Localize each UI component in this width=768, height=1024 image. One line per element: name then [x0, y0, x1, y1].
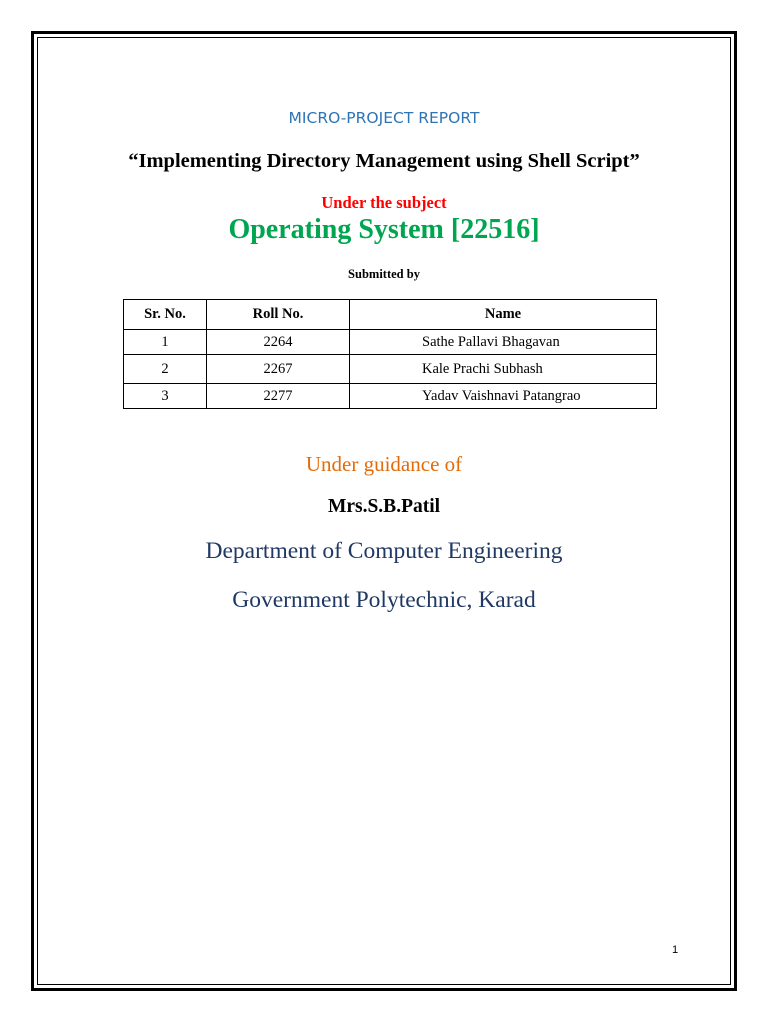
table-row [124, 330, 657, 355]
department-name: Department of Computer Engineering [205, 538, 563, 564]
column-header-roll-no: Roll No. [207, 300, 350, 330]
cell-roll-no: 2267 [207, 355, 350, 384]
table-row [124, 355, 657, 384]
cell-roll-no: 2264 [207, 330, 350, 355]
students-table [123, 299, 657, 409]
cell-name: Sathe Pallavi Bhagavan [350, 330, 657, 355]
cell-name: Kale Prachi Subhash [350, 355, 657, 384]
cell-sr-no: 3 [124, 384, 207, 409]
page-number: 1 [671, 944, 679, 956]
column-header-sr-no: Sr. No. [124, 300, 207, 330]
project-title: “Implementing Directory Management using Shell Script” [128, 150, 640, 172]
subject-name: Operating System [22516] [228, 214, 540, 245]
table-header-row [124, 300, 657, 330]
table-row [124, 384, 657, 409]
guide-name: Mrs.S.B.Patil [327, 496, 441, 517]
guidance-label: Under guidance of [305, 452, 463, 476]
report-heading: MICRO-PROJECT REPORT [288, 109, 480, 127]
cell-sr-no: 2 [124, 355, 207, 384]
column-header-name: Name [350, 300, 657, 330]
cell-roll-no: 2277 [207, 384, 350, 409]
cell-sr-no: 1 [124, 330, 207, 355]
college-name: Government Polytechnic, Karad [232, 587, 536, 613]
under-subject-label: Under the subject [321, 193, 447, 212]
cell-name: Yadav Vaishnavi Patangrao [350, 384, 657, 409]
submitted-by-label: Submitted by [348, 267, 420, 281]
